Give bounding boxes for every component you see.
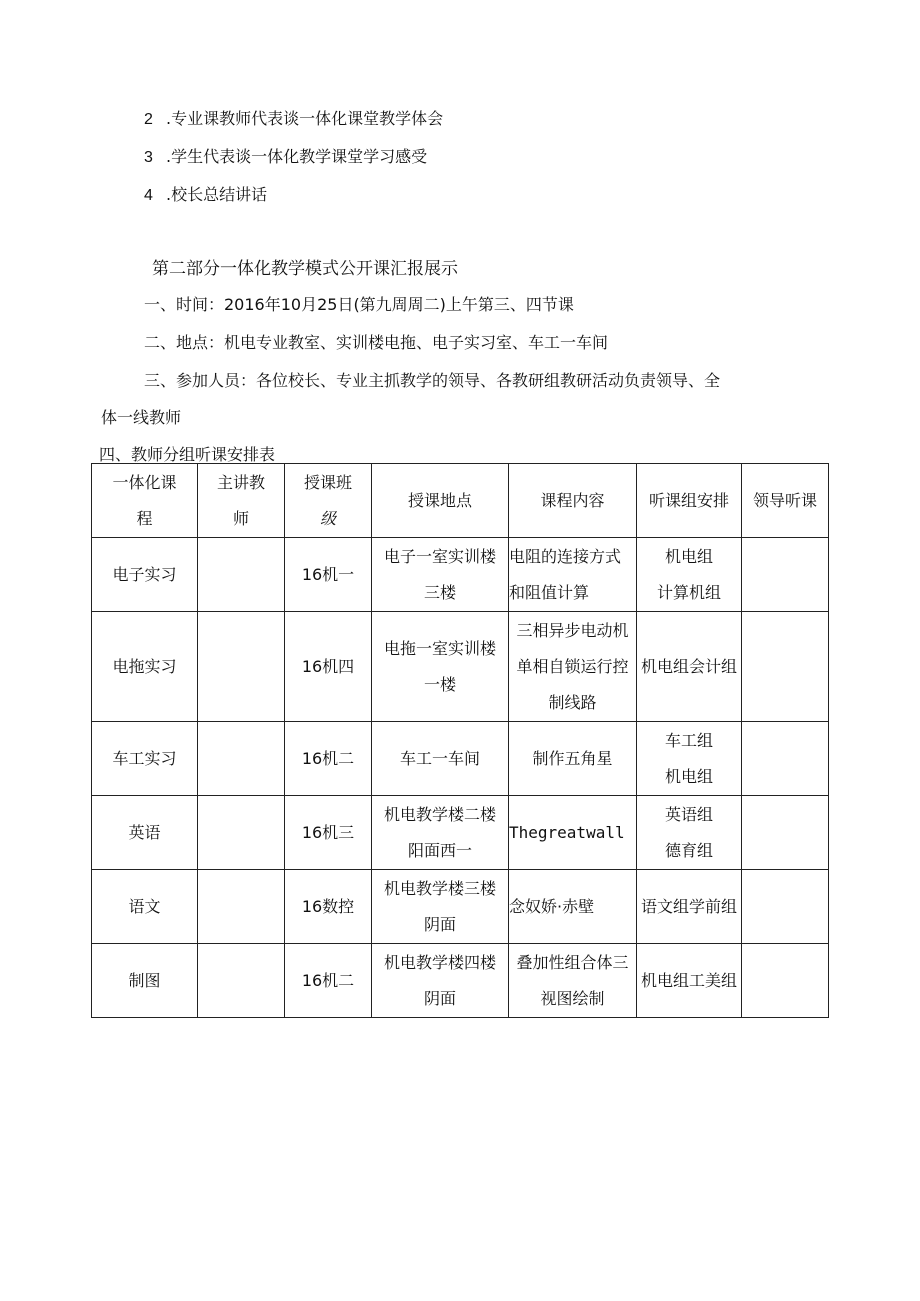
content-cell: 制作五角星 <box>509 722 637 796</box>
leader-cell <box>742 870 829 944</box>
leader-cell <box>742 538 829 612</box>
agenda-item-number: 4 <box>144 187 153 204</box>
participants-line-2: 体一线教师 <box>101 408 182 427</box>
group-cell: 机电组 计算机组 <box>637 538 742 612</box>
teacher-cell <box>198 796 285 870</box>
teacher-cell <box>198 612 285 722</box>
table-row <box>92 538 829 612</box>
header-course: 一体化课 程 <box>92 464 198 538</box>
table-header-row <box>92 464 829 538</box>
class-cell: 16数控 <box>285 870 372 944</box>
section-title: 第二部分一体化教学模式公开课汇报展示 <box>152 259 458 279</box>
group-cell: 机电组工美组 <box>637 944 742 1018</box>
class-cell: 16机二 <box>285 722 372 796</box>
agenda-item-text: .学生代表谈一体化教学课堂学习感受 <box>166 147 428 166</box>
header-location: 授课地点 <box>372 464 509 538</box>
course-cell: 电子实习 <box>92 538 198 612</box>
class-cell: 16机二 <box>285 944 372 1018</box>
course-cell: 语文 <box>92 870 198 944</box>
leader-cell <box>742 944 829 1018</box>
table-row <box>92 612 829 722</box>
table-row <box>92 722 829 796</box>
course-cell: 制图 <box>92 944 198 1018</box>
header-teacher: 主讲教 师 <box>198 464 285 538</box>
content-cell: 三相异步电动机 单相自锁运行控 制线路 <box>509 612 637 722</box>
content-cell: 念奴娇·赤壁 <box>509 870 637 944</box>
agenda-item-text: .专业课教师代表谈一体化课堂教学体会 <box>166 109 444 128</box>
leader-cell <box>742 796 829 870</box>
header-content: 课程内容 <box>509 464 637 538</box>
agenda-item-number: 2 <box>144 111 153 128</box>
course-cell: 英语 <box>92 796 198 870</box>
table-caption: 四、教师分组听课安排表 <box>99 445 276 464</box>
header-group: 听课组安排 <box>637 464 742 538</box>
leader-cell <box>742 722 829 796</box>
agenda-item <box>144 182 267 205</box>
agenda-item-text: .校长总结讲话 <box>166 185 268 204</box>
participants-line-1: 三、参加人员：各位校长、专业主抓教学的领导、各教研组教研活动负责领导、全 <box>144 371 721 390</box>
group-cell: 英语组 德育组 <box>637 796 742 870</box>
location-cell: 电子一室实训楼 三楼 <box>372 538 509 612</box>
content-cell: 电阻的连接方式 和阻值计算 <box>509 538 637 612</box>
table-row <box>92 796 829 870</box>
content-cell: Thegreatwall <box>509 796 637 870</box>
class-cell: 16机四 <box>285 612 372 722</box>
schedule-table <box>91 463 829 1018</box>
table-row <box>92 870 829 944</box>
content-cell: 叠加性组合体三 视图绘制 <box>509 944 637 1018</box>
location-cell: 机电教学楼四楼 阴面 <box>372 944 509 1018</box>
teacher-cell <box>198 722 285 796</box>
class-cell: 16机三 <box>285 796 372 870</box>
leader-cell <box>742 612 829 722</box>
group-cell: 车工组 机电组 <box>637 722 742 796</box>
table-row <box>92 944 829 1018</box>
course-cell: 车工实习 <box>92 722 198 796</box>
location-cell: 机电教学楼二楼 阳面西一 <box>372 796 509 870</box>
header-leader: 领导听课 <box>742 464 829 538</box>
location-cell: 电拖一室实训楼 一楼 <box>372 612 509 722</box>
agenda-item <box>144 144 427 167</box>
header-class: 授课班 级 <box>285 464 372 538</box>
agenda-item <box>144 106 443 129</box>
class-cell: 16机一 <box>285 538 372 612</box>
location-cell: 机电教学楼三楼 阴面 <box>372 870 509 944</box>
course-cell: 电拖实习 <box>92 612 198 722</box>
event-location: 二、地点：机电专业教室、实训楼电拖、电子实习室、车工一车间 <box>144 333 609 352</box>
agenda-item-number: 3 <box>144 149 153 166</box>
event-time: 一、时间：2016年10月25日(第九周周二)上午第三、四节课 <box>144 295 574 314</box>
group-cell: 机电组会计组 <box>637 612 742 722</box>
teacher-cell <box>198 538 285 612</box>
teacher-cell <box>198 944 285 1018</box>
teacher-cell <box>198 870 285 944</box>
location-cell: 车工一车间 <box>372 722 509 796</box>
group-cell: 语文组学前组 <box>637 870 742 944</box>
